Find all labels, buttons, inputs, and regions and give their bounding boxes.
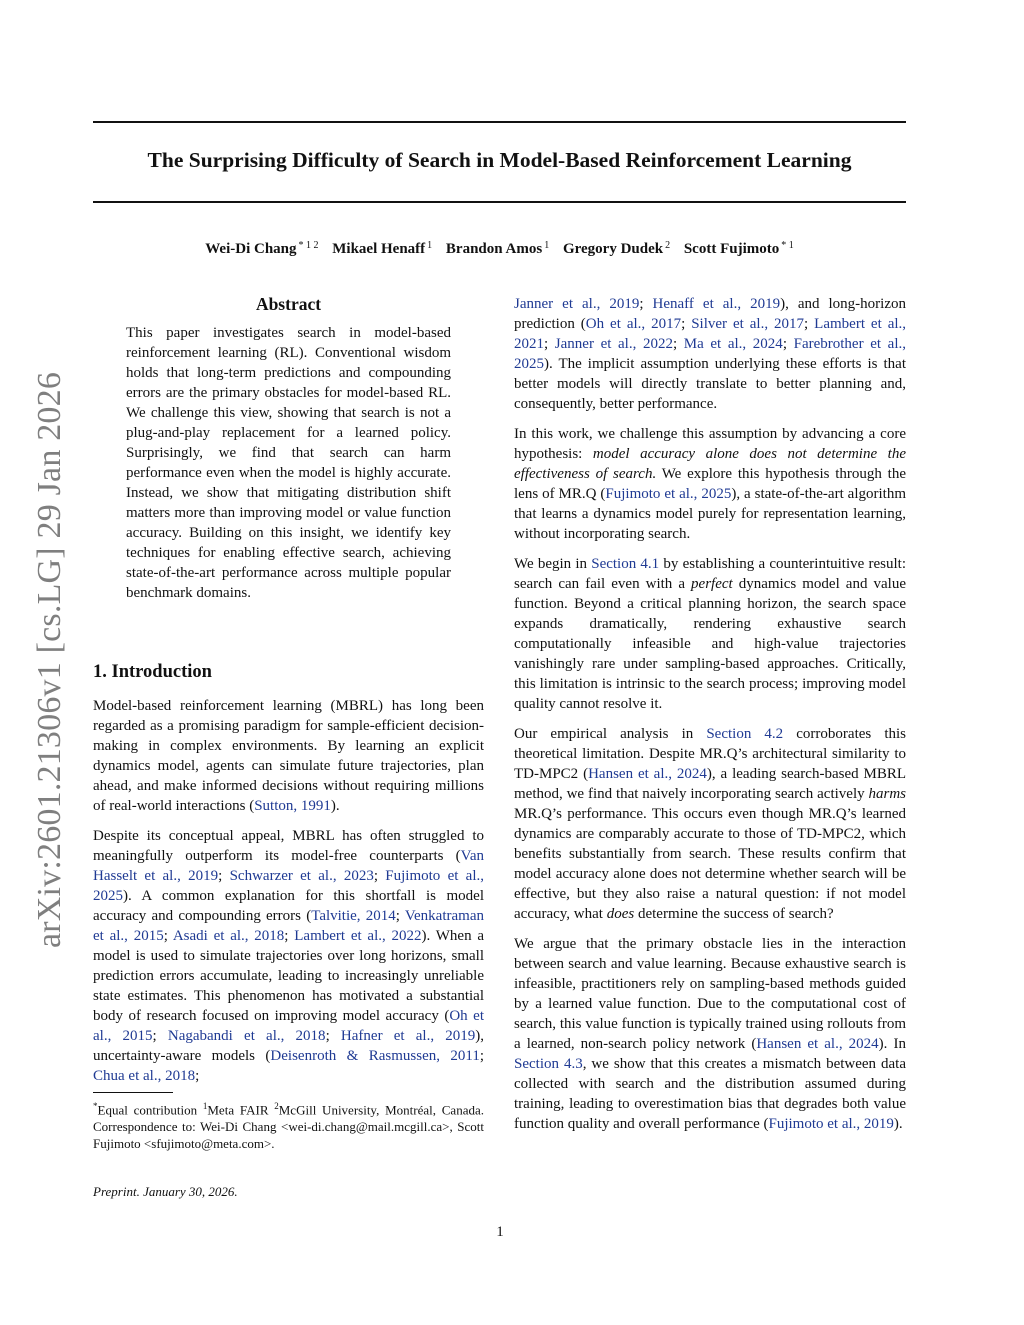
author: [205, 241, 318, 257]
section-link[interactable]: Section 4.1: [591, 556, 660, 572]
bottom-rule: [93, 201, 906, 203]
author: [684, 241, 794, 257]
citation-link[interactable]: Nagabandi et al., 2018: [167, 1028, 326, 1044]
citation-link[interactable]: Henaff et al., 2019: [652, 296, 781, 312]
citation-link[interactable]: Ma et al., 2024: [683, 336, 783, 352]
paper-title: The Surprising Difficulty of Search in Model-Based Reinforcement Learning: [147, 148, 852, 172]
citation-link[interactable]: Venkatraman et al., 2015: [93, 908, 484, 944]
section-link[interactable]: Section 4.2: [706, 726, 784, 742]
text: ). In: [878, 1036, 906, 1052]
paragraph: [514, 934, 906, 1134]
paragraph: [93, 696, 484, 816]
emphasis: model accuracy alone does not determine the effectiveness of search.: [514, 446, 906, 482]
text: We argue that the primary obstacle lies in the interaction between search and value learning. Because exhaustive search is infeasible, practitioners rely on sampling-based methods guided by a learned value function. Due to the computational cost of search, this value function is typically trained using rollouts from a learned, non-search policy network (: [514, 936, 906, 1052]
text: Meta FAIR: [207, 1102, 275, 1118]
author: [563, 241, 670, 257]
citation-link[interactable]: Oh et al., 2017: [585, 316, 682, 332]
text: ). When a model is used to simulate trajectories over long horizons, small prediction errors accumulate, leading to increasingly unreliable state estimates. This phenomenon has motivated a substantial body of research focused on improving model accuracy (: [93, 928, 485, 1024]
author-name: Scott Fujimoto: [683, 241, 780, 257]
abstract-text: This paper investigates search in model-based reinforcement learning (RL). Conventional wisdom holds that long-term predictions and compounding errors are the primary obstacles for model-based RL. We challenge this view, showing that search is not a plug-and-play replacement for a learned policy. Surprisingly, we find that search can harm performance even when the model is highly accurate. Instead, we show that mitigating distribution shift matters more than improving model or value function accuracy. Building on this insight, we identify key techniques for enabling effective search, achieving state-of-the-art performance across multiple popular benchmark domains.: [126, 325, 451, 601]
abstract-heading: Abstract: [255, 294, 322, 314]
text: corroborates this theoretical limitation. Despite MR.Q’s architectural similarity to TD-MPC2 (: [514, 726, 906, 782]
citation-link[interactable]: Lambert et al., 2021: [514, 316, 907, 352]
text: McGill University, Montréal, Canada. Correspondence to: Wei-Di Chang <wei-di.chang@mail.mcgill.ca>, Scott Fujimoto <sfujimoto@meta.com>.: [93, 1102, 484, 1152]
text: We explore this hypothesis through the lens of MR.Q (: [514, 466, 906, 502]
paragraph: [514, 724, 906, 924]
paragraph: [514, 424, 906, 544]
paragraph: Despite its conceptual appeal, MBRL has often struggled to meaningfully outperform its model-free counterparts (Van Hasselt et al., 2019; Schwarzer et al., 2023; Fujimoto et al., 2025). A common explanation for this shortfall is model accuracy and compounding errors (Talvitie, 2014; Venkatraman et al., 2015; Asadi et al., 2018; Lambert et al., 2022). When a model is used to simulate trajectories over long horizons, small prediction errors accumulate, leading to increasingly unreliable state estimates. This phenomenon has motivated a substantial body of research focused on improving model accuracy (Oh et al., 2015; Nagabandi et al., 2018; Hafner et al., 2019), uncertainty-aware models (Deisenroth & Rasmussen, 2011; Chua et al., 2018;: [93, 828, 485, 1084]
author-affiliation-mark: * 1 2: [298, 240, 319, 251]
author: [446, 241, 549, 257]
top-rule: [93, 121, 906, 123]
introduction-body: [93, 696, 484, 1086]
text: ). A common explanation for this shortfall is model accuracy and compounding errors (: [93, 888, 484, 924]
citation-link[interactable]: Hansen et al., 2024: [756, 1036, 879, 1052]
text: We begin in: [514, 556, 592, 572]
footnote: [93, 1098, 484, 1152]
author-name: Gregory Dudek: [562, 241, 664, 257]
author: [332, 241, 432, 257]
citation-link[interactable]: Hafner et al., 2019: [340, 1028, 476, 1044]
text: Model-based reinforcement learning (MBRL) has long been regarded as a promising paradigm for sample-efficient decision-making in complex environments. By learning an explicit dynamics model, agents can simulate future trajectories, plan ahead, and make informed decisions without requiring millions of real-world interactions (: [93, 698, 484, 814]
text: Despite its conceptual appeal, MBRL has often struggled to meaningfully outperform its model-free counterparts (: [93, 828, 484, 864]
text: ), uncertainty-aware models (: [93, 1028, 485, 1064]
text: by establishing a counterintuitive result: search can fail even with a: [514, 556, 906, 592]
citation-link[interactable]: Asadi et al., 2018: [172, 928, 285, 944]
text: ).: [893, 1116, 903, 1132]
footnote-mark: 1: [202, 1101, 208, 1111]
arxiv-side-stamp: arXiv:2601.21306v1 [cs.LG] 29 Jan 2026: [31, 371, 68, 949]
paragraph: Janner et al., 2019; Henaff et al., 2019), and long-horizon prediction (Oh et al., 2017; Silver et al., 2017; Lambert et al., 2021; Janner et al., 2022; Ma et al., 2024; Farebrother et al., 2025). The implicit assumption underlying these efforts is that better models will directly translate to better planning and, consequently, better performance.: [514, 296, 907, 412]
text: MR.Q’s performance. This occurs even though MR.Q’s learned dynamics are comparably accurate to those of TD-MPC2, which benefits substantially from search. These results confirm that model accuracy alone does not determine whether search will be effective, but they also raise a natural question: if not model accuracy, what: [514, 806, 906, 922]
author-affiliation-mark: 2: [665, 240, 671, 251]
author-name: Mikael Henaff: [332, 241, 426, 257]
author-affiliation-mark: 1: [544, 240, 550, 251]
footnote-mark: *: [93, 1101, 98, 1111]
citation-link[interactable]: Fujimoto et al., 2019: [768, 1116, 894, 1132]
text: dynamics model and value function. Beyond a critical planning horizon, the search space expands dramatically, rendering exhaustive search computationally infeasible and high-value trajectories vanishingly rare under sampling-based approaches. Critically, this limitation is intrinsic to the search process; improving model quality cannot resolve it.: [514, 576, 906, 712]
emphasis: harms: [868, 786, 906, 802]
citation-link[interactable]: Farebrother et al., 2025: [514, 336, 906, 372]
text: ;: [195, 1068, 200, 1084]
author-affiliation-mark: * 1: [781, 240, 794, 251]
citation-link[interactable]: Talvitie, 2014: [311, 908, 396, 924]
citation-link[interactable]: Van Hasselt et al., 2019: [93, 848, 484, 884]
citation-link[interactable]: Fujimoto et al., 2025: [605, 486, 732, 502]
citation-link[interactable]: Chua et al., 2018: [93, 1068, 196, 1084]
text: ).: [330, 798, 340, 814]
right-column-body: [514, 294, 906, 1134]
text: ), a leading search-based MBRL method, we find that naively incorporating search actively: [514, 766, 907, 802]
text: , we show that this creates a mismatch between data collected with search and the distribution assumed during training, leading to overestimation bias that degrades both value function quality and overall performance (: [514, 1056, 906, 1132]
citation-link[interactable]: Janner et al., 2019: [514, 296, 640, 312]
text: ). The implicit assumption underlying these efforts is that better models will directly translate to better planning and, consequently, better performance.: [514, 356, 906, 412]
emphasis: does: [606, 906, 635, 922]
text: Our empirical analysis in: [514, 726, 707, 742]
footnote-rule: [93, 1092, 173, 1093]
citation-link[interactable]: Fujimoto et al., 2025: [93, 868, 485, 904]
preprint-note: Preprint. January 30, 2026.: [93, 1184, 238, 1199]
text: ), and long-horizon prediction (: [514, 296, 907, 332]
citation-link[interactable]: Oh et al., 2015: [93, 1008, 484, 1044]
paragraph: [514, 554, 906, 714]
text: Equal contribution: [97, 1102, 203, 1118]
text: ), a state-of-the-art algorithm that learns a dynamics model purely for representation learning, without incorporating search.: [514, 486, 907, 542]
page-number: 1: [496, 1224, 504, 1240]
citation-link[interactable]: Hansen et al., 2024: [588, 766, 707, 782]
author-name: Brandon Amos: [445, 241, 543, 257]
text: determine the success of search?: [634, 906, 834, 922]
citation-link[interactable]: Schwarzer et al., 2023: [229, 868, 374, 884]
citation-link[interactable]: Sutton, 1991: [254, 798, 331, 814]
text: In this work, we challenge this assumption by advancing a core hypothesis:: [514, 426, 906, 462]
citation-link[interactable]: Janner et al., 2022: [554, 336, 673, 352]
citation-link[interactable]: Silver et al., 2017: [691, 316, 805, 332]
author-name: Wei-Di Chang: [205, 241, 297, 257]
author-list: [93, 235, 906, 260]
emphasis: perfect: [691, 576, 733, 592]
author-affiliation-mark: 1: [427, 240, 433, 251]
citation-link[interactable]: Deisenroth & Rasmussen, 2011: [270, 1048, 480, 1064]
footnote-mark: 2: [274, 1101, 279, 1111]
citation-link[interactable]: Lambert et al., 2022: [294, 928, 422, 944]
section-heading-introduction: 1. Introduction: [93, 662, 212, 682]
section-link[interactable]: Section 4.3: [514, 1056, 583, 1072]
